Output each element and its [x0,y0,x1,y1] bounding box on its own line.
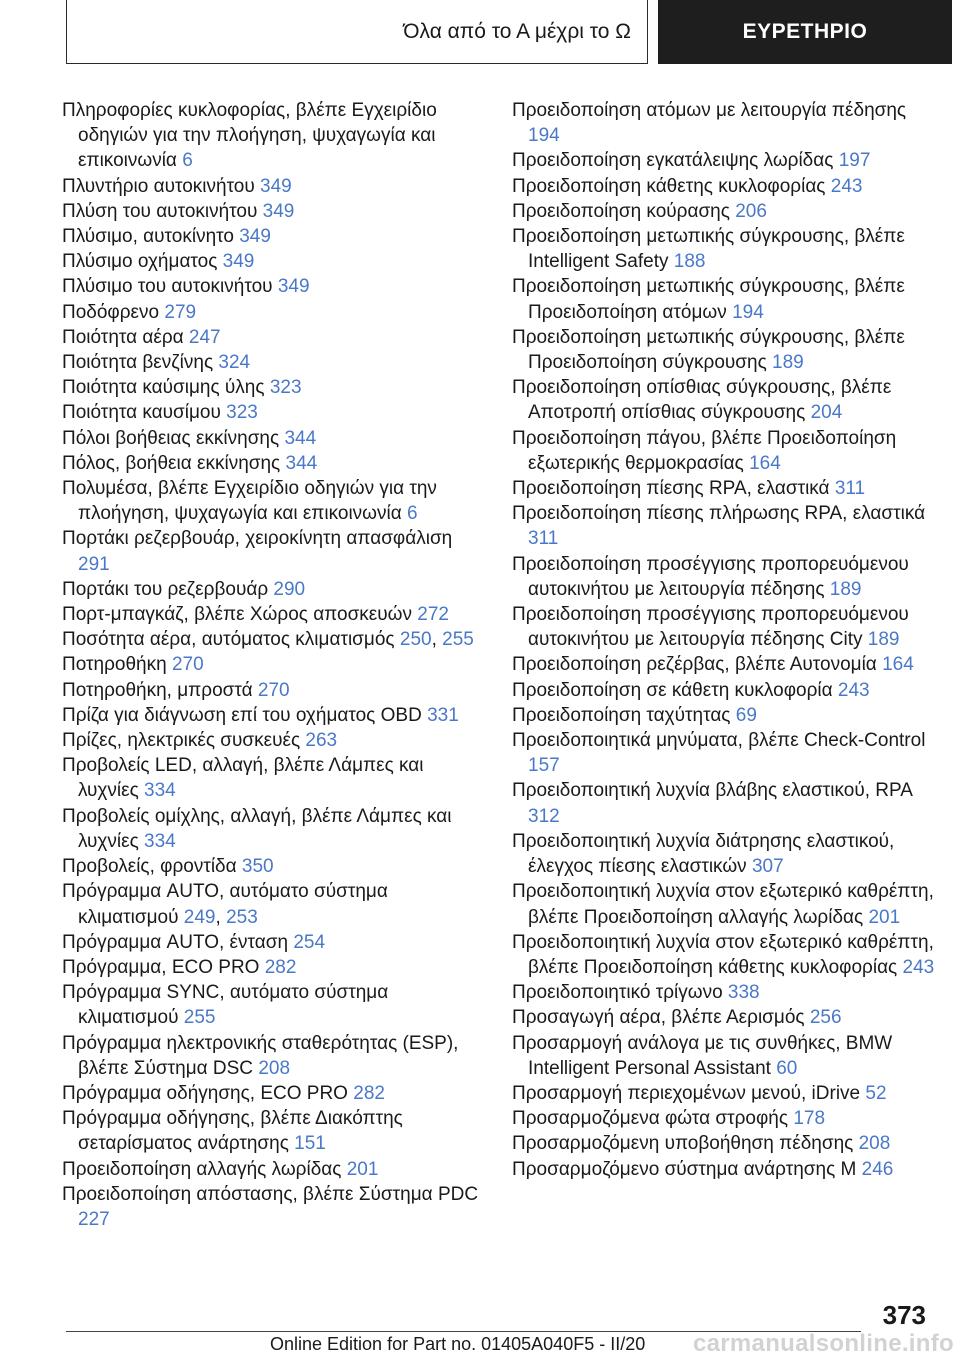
page-link[interactable]: 270 [171,654,204,676]
index-entry [512,552,937,602]
index-term: Πληροφορίες κυκλοφορίας, βλέπε Εγχειρίδιο οδηγιών για την πλοήγηση, ψυχαγωγία και επικοινωνία [62,100,437,172]
index-entry [62,249,482,274]
index-term: Πόλος, βοήθεια εκκίνησης [62,452,281,474]
index-term: Προσαρμοζόμενα φώτα στροφής [512,1108,789,1130]
index-entry [62,426,482,451]
index-term: Πρόγραμμα ηλεκτρονικής σταθερότητας (ESP), βλέπε Σύστημα DSC [62,1032,459,1079]
page-link[interactable]: 323 [269,377,302,399]
page-link[interactable]: 164 [749,452,781,474]
index-term: Προειδοποίηση κάθετης κυκλοφορίας [512,175,826,197]
index-entry [62,1157,482,1182]
index-term: Ποιότητα αέρα [62,326,184,348]
index-term: Πορτάκι ρεζερβουάρ, χειροκίνητη απασφάλιση [62,528,453,550]
page-link[interactable]: 338 [727,982,760,1004]
page-link[interactable]: 344 [285,452,318,474]
page-link[interactable]: 6 [407,503,418,525]
page-link[interactable]: 291 [78,553,110,575]
index-entry [62,1106,482,1156]
index-term: Προειδοποίηση πίεσης RPA, ελαστικά [512,478,830,500]
index-term: Προειδοποίηση μετωπικής σύγκρουσης, βλέπε Προειδοποίηση σύγκρουσης [512,326,905,374]
index-term: Πλύσιμο οχήματος [62,251,218,273]
index-term: Πόλοι βοήθειας εκκίνησης [62,427,280,449]
page-link[interactable]: 250 [399,629,432,651]
index-term: Προσαρμοζόμενη υποβοήθηση πέδησης [512,1133,854,1155]
index-term: Πρίζα για διάγνωση επί του οχήματος OBD [62,704,422,726]
page-link[interactable]: 243 [830,175,863,197]
page-link[interactable]: 254 [293,931,326,953]
index-entry [62,526,482,576]
page-link[interactable]: 189 [829,578,862,600]
index-term: Προσαγωγή αέρα, βλέπε Αερισμός [512,1007,805,1029]
page-link[interactable]: 6 [182,150,193,172]
index-term: Πορτάκι του ρεζερβουάρ [62,578,269,600]
index-entry [512,652,937,677]
index-entry [512,778,937,828]
page-link[interactable]: 349 [239,226,271,248]
index-entry [62,174,482,199]
index-entry [62,930,482,955]
index-term: Προειδοποίηση κούρασης [512,200,730,222]
index-entry [62,1182,482,1232]
index-term: Προσαρμογή περιεχομένων μενού, iDrive [512,1082,861,1104]
index-term: Προειδοποίηση μετωπικής σύγκρουσης, βλέπε Προειδοποίηση ατόμων [512,276,905,323]
index-entry [62,98,482,174]
index-entry [62,955,482,980]
index-entry [62,602,482,627]
index-term: Προειδοποίηση πάγου, βλέπε Προειδοποίηση εξωτερικής θερμοκρασίας [512,427,897,474]
index-entry [512,274,937,324]
page-link[interactable]: 263 [305,730,338,752]
index-entry [62,678,482,703]
page-link[interactable]: 204 [810,402,843,424]
index-entry [62,577,482,602]
index-entry [512,930,937,980]
index-term: Προειδοποιητική λυχνία βλάβης ελαστικού, RPA [512,780,912,802]
index-term: Ποιότητα καυσίμου [62,402,221,424]
index-entry [512,980,937,1005]
index-entry [512,1005,937,1030]
index-term: Πλύσιμο, αυτοκίνητο [62,226,234,248]
index-term: Προβολείς, φροντίδα [62,856,237,878]
page-link[interactable]: 253 [226,906,258,928]
page-link[interactable]: 60 [776,1057,798,1079]
index-entry [512,501,937,551]
page-link[interactable]: 189 [772,352,804,374]
index-term: Προβολείς ομίχλης, αλλαγή, βλέπε Λάμπες και λυχνίες [62,805,452,852]
page-link[interactable]: 164 [882,654,914,676]
page-header [66,0,952,66]
page-link[interactable]: 290 [273,578,306,600]
index-term: Προειδοποίηση ρεζέρβας, βλέπε Αυτονομία [512,654,877,676]
index-entry [62,652,482,677]
page-link[interactable]: 157 [528,755,560,777]
index-entry [62,199,482,224]
index-term: Προβολείς LED, αλλαγή, βλέπε Λάμπες και λυχνίες [62,755,424,802]
page-link[interactable]: 247 [188,326,221,348]
index-entry [62,350,482,375]
index-term: Πλυντήριο αυτοκινήτου [62,175,255,197]
index-entry [62,1081,482,1106]
index-entry [62,476,482,526]
index-term: Ποδόφρενο [62,301,160,323]
index-term: Πρόγραμμα SYNC, αυτόματο σύστημα κλιματισμού [62,982,389,1029]
page-link[interactable]: 208 [858,1133,891,1155]
index-entry [512,199,937,224]
index-section-tab[interactable] [658,0,952,64]
index-term: Ποτηροθήκη [62,654,167,676]
index-entry [62,325,482,350]
index-entry [512,1031,937,1081]
page-link[interactable]: 197 [838,150,871,172]
index-term: Ποσότητα αέρα, αυτόματος κλιματισμός [62,629,395,651]
page-link[interactable]: 246 [861,1158,894,1180]
index-term: Πρόγραμμα οδήγησης, βλέπε Διακόπτης σεταρίσματος ανάρτησης [62,1108,403,1155]
index-term: Ποιότητα καύσιμης ύλης [62,377,265,399]
page-link[interactable]: 201 [868,906,901,928]
index-term: Πρόγραμμα AUTO, ένταση [62,931,289,953]
index-term: Προειδοποιητικά μηνύματα, βλέπε Check-Control [512,730,926,752]
page-link[interactable]: 52 [865,1082,887,1104]
index-entry [512,1157,937,1182]
index-entry [62,274,482,299]
page-link[interactable]: 349 [277,276,310,298]
page-link[interactable]: 282 [264,956,297,978]
index-entry [512,1131,937,1156]
index-term: Προσαρμοζόμενο σύστημα ανάρτησης M [512,1158,857,1180]
index-entry [512,728,937,778]
page-link[interactable]: 350 [241,856,274,878]
page-link[interactable]: 323 [226,402,258,424]
index-term: Προειδοποίηση αλλαγής λωρίδας [62,1158,342,1180]
index-term: Προειδοποίηση ταχύτητας [512,704,731,726]
page-link[interactable]: 312 [528,805,560,827]
index-term: Προειδοποιητική λυχνία στον εξωτερικό καθρέπτη, βλέπε Προειδοποίηση κάθετης κυκλοφορίας [512,931,934,978]
index-term: Πορτ-μπαγκάζ, βλέπε Χώρος αποσκευών [62,604,413,626]
page-link[interactable]: 194 [528,125,560,147]
index-term: Προειδοποίηση προσέγγισης προπορευόμενου αυτοκινήτου με λειτουργία πέδησης [512,553,909,600]
index-entry [512,375,937,425]
index-entry [62,1031,482,1081]
page-link[interactable]: 69 [735,704,757,726]
index-entry [512,678,937,703]
index-term: Πρίζες, ηλεκτρικές συσκευές [62,730,301,752]
page-link[interactable]: 349 [222,251,255,273]
page-link[interactable]: 227 [78,1208,110,1230]
index-term: Προειδοποιητικό τρίγωνο [512,982,723,1004]
page-link[interactable]: 178 [793,1108,826,1130]
index-range-tab[interactable] [66,0,648,64]
index-term: Προειδοποίηση απόστασης, βλέπε Σύστημα PDC [62,1183,479,1205]
page-link[interactable]: 256 [809,1007,842,1029]
index-term: Προειδοποίηση οπίσθιας σύγκρουσης, βλέπε Αποτροπή οπίσθιας σύγκρουσης [512,377,892,424]
page-link[interactable]: 331 [427,704,459,726]
index-term: Προειδοποίηση μετωπικής σύγκρουσης, βλέπε Intelligent Safety [512,226,905,273]
page-link[interactable]: 270 [257,679,290,701]
page-link[interactable]: 255 [442,629,474,651]
index-entry [512,602,937,652]
index-entry [512,98,937,148]
index-column-left [62,98,482,1232]
index-range-label: Όλα από το Α μέχρι το Ω [403,19,631,43]
page-link[interactable]: 334 [144,780,176,802]
page-number: 373 [882,1300,926,1330]
page-link[interactable]: 272 [417,604,449,626]
index-entry [512,174,937,199]
index-entry [512,476,937,501]
index-term: Πολυμέσα, βλέπε Εγχειρίδιο οδηγιών για την πλοήγηση, ψυχαγωγία και επικοινωνία [62,478,437,525]
index-entry [62,753,482,803]
index-entry [512,1106,937,1131]
index-entry [62,375,482,400]
index-entry [512,879,937,929]
page-link[interactable]: 206 [735,200,767,222]
page-link[interactable]: 334 [144,830,176,852]
edition-note: Online Edition for Part no. 01405A040F5 - II/20 [270,1334,646,1354]
index-term: Πρόγραμμα AUTO, αυτόματο σύστημα κλιματισμού [62,881,388,928]
index-entry [62,854,482,879]
index-term: Πλύση του αυτοκινήτου [62,200,258,222]
index-entry [62,400,482,425]
index-term: Προειδοποίηση εγκατάλειψης λωρίδας [512,150,834,172]
index-term: Πλύσιμο του αυτοκινήτου [62,276,273,298]
page-link[interactable]: 243 [902,956,935,978]
index-column-right [512,98,937,1182]
index-term: Ποιότητα βενζίνης [62,352,214,374]
page-link[interactable]: 307 [751,856,784,878]
index-entry [512,148,937,173]
index-term: Ποτηροθήκη, μπροστά [62,679,253,701]
index-term: Προειδοποιητική λυχνία διάτρησης ελαστικού, έλεγχος πίεσης ελαστικών [512,830,895,878]
page-link[interactable]: 349 [260,175,292,197]
index-entry [512,426,937,476]
index-entry [512,1081,937,1106]
index-term: Προειδοποίηση πίεσης πλήρωσης RPA, ελαστικά [512,503,926,525]
index-term: Προειδοποιητική λυχνία στον εξωτερικό καθρέπτη, βλέπε Προειδοποίηση αλλαγής λωρίδας [512,881,934,928]
page-link[interactable]: 194 [732,301,764,323]
page-link[interactable]: 324 [218,352,251,374]
page-link[interactable]: 279 [164,301,197,323]
page-link[interactable]: 201 [346,1158,379,1180]
index-entry [62,804,482,854]
watermark: carmanualsonline.info [692,1330,954,1357]
index-entry: Ποσότητα αέρα, αυτόματος κλιματισμός 250, 255 [62,629,474,651]
index-entry [512,829,937,879]
page-link[interactable]: 282 [353,1082,385,1104]
page-link[interactable]: 344 [284,427,317,449]
index-entry [62,980,482,1030]
page-link[interactable]: 255 [183,1007,216,1029]
index-entry [512,325,937,375]
index-section-label: ΕΥΡΕΤΗΡΙΟ [742,20,868,43]
page-link[interactable]: 311 [834,478,866,500]
page-link[interactable]: 249 [183,906,216,928]
index-entry [62,224,482,249]
page-link[interactable]: 311 [528,528,559,550]
index-entry [512,224,937,274]
index-entry [62,451,482,476]
page-link[interactable]: 243 [837,679,870,701]
page-link[interactable]: 188 [673,251,706,273]
index-term: Προειδοποίηση σε κάθετη κυκλοφορία [512,679,833,701]
index-entry [62,728,482,753]
index-term: Προσαρμογή ανάλογα με τις συνθήκες, BMW Intelligent Personal Assistant [512,1032,893,1079]
index-term: Πρόγραμμα οδήγησης, ECO PRO [62,1082,348,1104]
page-link[interactable]: 151 [294,1133,326,1155]
index-term: Προειδοποίηση προσέγγισης προπορευόμενου αυτοκινήτου με λειτουργία πέδησης City [512,604,909,651]
index-term: Προειδοποίηση ατόμων με λειτουργία πέδησης [512,100,907,121]
index-entry [512,703,937,728]
page-link[interactable]: 208 [258,1057,291,1079]
page-link[interactable]: 189 [867,629,900,651]
index-entry: Πρόγραμμα AUTO, αυτόματο σύστημα κλιματισμού 249, 253 [62,881,388,928]
index-term: Πρόγραμμα, ECO PRO [62,956,260,978]
index-entry [62,300,482,325]
index-entry [62,703,482,728]
page-link[interactable]: 349 [262,200,295,222]
